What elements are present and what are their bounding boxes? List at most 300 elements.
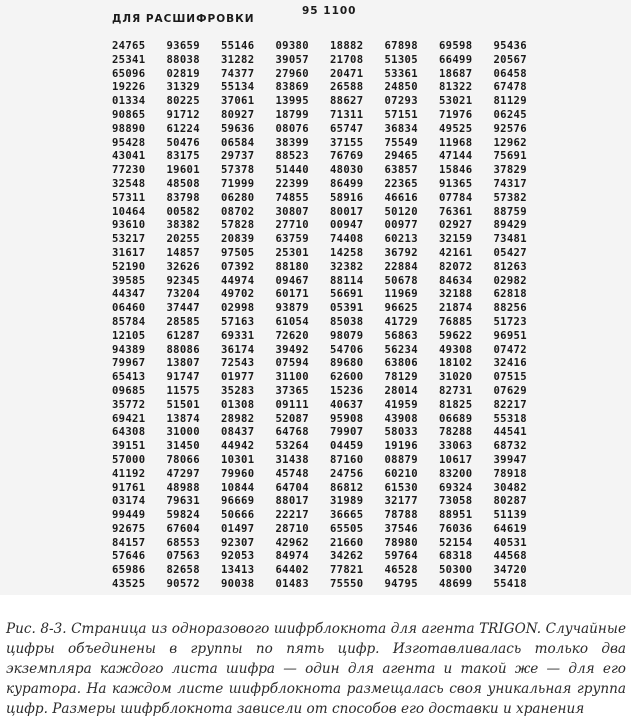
cipher-group: 32177 — [384, 495, 418, 508]
cipher-group: 94795 — [384, 578, 418, 591]
cipher-group: 30807 — [275, 205, 309, 218]
cipher-row — [112, 123, 548, 137]
cipher-row — [112, 206, 548, 220]
cipher-group: 07472 — [493, 343, 527, 356]
cipher-group: 10617 — [439, 453, 473, 466]
cipher-group: 51305 — [384, 53, 418, 66]
cipher-group: 59636 — [221, 122, 255, 135]
cipher-row — [112, 95, 548, 109]
cipher-group: 31100 — [275, 371, 309, 384]
cipher-group: 25341 — [112, 53, 146, 66]
cipher-group: 31329 — [166, 81, 200, 94]
cipher-group: 44568 — [493, 550, 527, 563]
cipher-group: 21874 — [439, 302, 473, 315]
cipher-group: 24850 — [384, 81, 418, 94]
cipher-group: 57311 — [112, 191, 146, 204]
cipher-group: 93610 — [112, 219, 146, 232]
cipher-group: 09685 — [112, 384, 146, 397]
cipher-group: 12105 — [112, 329, 146, 342]
cipher-group: 20567 — [493, 53, 527, 66]
cipher-group: 48508 — [166, 177, 200, 190]
cipher-group: 61054 — [275, 315, 309, 328]
cipher-group: 52154 — [439, 536, 473, 549]
cipher-group: 60213 — [384, 233, 418, 246]
cipher-group: 78918 — [493, 467, 527, 480]
cipher-group: 61224 — [166, 122, 200, 135]
cipher-group: 27710 — [275, 219, 309, 232]
cipher-group: 46528 — [384, 564, 418, 577]
cipher-group: 83200 — [439, 467, 473, 480]
cipher-group: 91365 — [439, 177, 473, 190]
cipher-group: 56691 — [330, 288, 364, 301]
cipher-group: 18882 — [330, 40, 364, 52]
cipher-group: 51723 — [493, 315, 527, 328]
cipher-group: 55146 — [221, 40, 255, 52]
cipher-group: 77230 — [112, 164, 146, 177]
cipher-group: 65747 — [330, 122, 364, 135]
cipher-group: 39057 — [275, 53, 309, 66]
cipher-group: 82731 — [439, 384, 473, 397]
cipher-group: 29465 — [384, 150, 418, 163]
cipher-group: 60210 — [384, 467, 418, 480]
cipher-row — [112, 385, 548, 399]
cipher-group: 32159 — [439, 233, 473, 246]
cipher-group: 07629 — [493, 384, 527, 397]
cipher-row — [112, 344, 548, 358]
cipher-row — [112, 509, 548, 523]
cipher-group: 06245 — [493, 108, 527, 121]
cipher-group: 57378 — [221, 164, 255, 177]
cipher-row — [112, 468, 548, 482]
cipher-group: 07563 — [166, 550, 200, 563]
cipher-group: 92345 — [166, 274, 200, 287]
cipher-group: 65505 — [330, 522, 364, 535]
cipher-row — [112, 261, 548, 275]
cipher-row — [112, 192, 548, 206]
cipher-group: 65096 — [112, 67, 146, 80]
cipher-group: 31282 — [221, 53, 255, 66]
cipher-group: 47297 — [166, 467, 200, 480]
cipher-group: 13807 — [166, 357, 200, 370]
cipher-group: 26588 — [330, 81, 364, 94]
cipher-group: 00977 — [384, 219, 418, 232]
cipher-group: 66499 — [439, 53, 473, 66]
cipher-group: 22399 — [275, 177, 309, 190]
cipher-group: 07784 — [439, 191, 473, 204]
cipher-row — [112, 40, 548, 54]
cipher-group: 06280 — [221, 191, 255, 204]
cipher-group: 44942 — [221, 440, 255, 453]
cipher-group: 48030 — [330, 164, 364, 177]
cipher-group: 14857 — [166, 246, 200, 259]
cipher-group: 36174 — [221, 343, 255, 356]
cipher-group: 67898 — [384, 40, 418, 52]
cipher-row — [112, 482, 548, 496]
cipher-group: 63759 — [275, 233, 309, 246]
cipher-group: 37155 — [330, 136, 364, 149]
cipher-group: 53264 — [275, 440, 309, 453]
cipher-group: 50300 — [439, 564, 473, 577]
cipher-group: 34720 — [493, 564, 527, 577]
cipher-group: 95436 — [493, 40, 527, 52]
cipher-group: 37829 — [493, 164, 527, 177]
cipher-group: 57163 — [221, 315, 255, 328]
cipher-group: 01497 — [221, 522, 255, 535]
cipher-group: 57000 — [112, 453, 146, 466]
cipher-group: 39585 — [112, 274, 146, 287]
cipher-group: 20471 — [330, 67, 364, 80]
cipher-group: 63857 — [384, 164, 418, 177]
cipher-group: 76769 — [330, 150, 364, 163]
cipher-row — [112, 330, 548, 344]
cipher-group: 91761 — [112, 481, 146, 494]
cipher-row — [112, 578, 548, 592]
cipher-group: 80017 — [330, 205, 364, 218]
cipher-group: 21708 — [330, 53, 364, 66]
cipher-group: 02982 — [493, 274, 527, 287]
cipher-group: 85784 — [112, 315, 146, 328]
cipher-row — [112, 537, 548, 551]
cipher-group: 53217 — [112, 233, 146, 246]
cipher-group: 64704 — [275, 481, 309, 494]
cipher-group: 84634 — [439, 274, 473, 287]
cipher-group: 97505 — [221, 246, 255, 259]
cipher-group: 57646 — [112, 550, 146, 563]
cipher-group: 90572 — [166, 578, 200, 591]
cipher-group: 44541 — [493, 426, 527, 439]
cipher-group: 15236 — [330, 384, 364, 397]
cipher-group: 64768 — [275, 426, 309, 439]
cipher-group: 75550 — [330, 578, 364, 591]
cipher-row — [112, 413, 548, 427]
cipher-group: 01308 — [221, 398, 255, 411]
cipher-group: 05427 — [493, 246, 527, 259]
cipher-group: 72620 — [275, 329, 309, 342]
cipher-group: 09467 — [275, 274, 309, 287]
cipher-group: 38382 — [166, 219, 200, 232]
cipher-row — [112, 81, 548, 95]
cipher-group: 18687 — [439, 67, 473, 80]
cipher-row — [112, 288, 548, 302]
cipher-group: 01334 — [112, 95, 146, 108]
cipher-group: 37365 — [275, 384, 309, 397]
cipher-group: 53021 — [439, 95, 473, 108]
cipher-group: 28014 — [384, 384, 418, 397]
cipher-group: 20255 — [166, 233, 200, 246]
cipher-group: 71311 — [330, 108, 364, 121]
cipher-group: 62818 — [493, 288, 527, 301]
cipher-group: 79967 — [112, 357, 146, 370]
cipher-group: 88627 — [330, 95, 364, 108]
cipher-group: 83798 — [166, 191, 200, 204]
cipher-group: 92576 — [493, 122, 527, 135]
cipher-group: 15846 — [439, 164, 473, 177]
cipher-group: 55418 — [493, 578, 527, 591]
cipher-group: 88017 — [275, 495, 309, 508]
cipher-group: 30482 — [493, 481, 527, 494]
cipher-row — [112, 54, 548, 68]
cipher-group: 48699 — [439, 578, 473, 591]
cipher-row — [112, 399, 548, 413]
cipher-group: 36792 — [384, 246, 418, 259]
cipher-group: 40637 — [330, 398, 364, 411]
cipher-group: 96625 — [384, 302, 418, 315]
cipher-group: 67604 — [166, 522, 200, 535]
cipher-group: 91747 — [166, 371, 200, 384]
cipher-group: 63806 — [384, 357, 418, 370]
cipher-group: 08076 — [275, 122, 309, 135]
cipher-group: 05391 — [330, 302, 364, 315]
cipher-group: 11969 — [384, 288, 418, 301]
cipher-group: 51139 — [493, 509, 527, 522]
cipher-group: 57151 — [384, 108, 418, 121]
cipher-group: 75549 — [384, 136, 418, 149]
cipher-group: 76885 — [439, 315, 473, 328]
cipher-group: 87160 — [330, 453, 364, 466]
cipher-group: 19196 — [384, 440, 418, 453]
cipher-group: 68732 — [493, 440, 527, 453]
cipher-group: 52190 — [112, 260, 146, 273]
cipher-group: 36665 — [330, 509, 364, 522]
cipher-group: 78980 — [384, 536, 418, 549]
cipher-group: 79960 — [221, 467, 255, 480]
cipher-row — [112, 454, 548, 468]
cipher-group: 78788 — [384, 509, 418, 522]
cipher-group: 48988 — [166, 481, 200, 494]
cipher-group: 62600 — [330, 371, 364, 384]
cipher-group: 31020 — [439, 371, 473, 384]
cipher-group: 09111 — [275, 398, 309, 411]
cipher-group: 37061 — [221, 95, 255, 108]
cipher-group: 01483 — [275, 578, 309, 591]
cipher-group: 82658 — [166, 564, 200, 577]
cipher-group: 32382 — [330, 260, 364, 273]
cipher-group: 83869 — [275, 81, 309, 94]
cipher-group: 49702 — [221, 288, 255, 301]
cipher-row — [112, 233, 548, 247]
cipher-group: 32188 — [439, 288, 473, 301]
cipher-group: 88256 — [493, 302, 527, 315]
cipher-group: 09380 — [275, 40, 309, 52]
cipher-group: 64619 — [493, 522, 527, 535]
cipher-group: 41959 — [384, 398, 418, 411]
cipher-group: 04459 — [330, 440, 364, 453]
cipher-group: 67478 — [493, 81, 527, 94]
cipher-group: 00947 — [330, 219, 364, 232]
cipher-group: 81129 — [493, 95, 527, 108]
cipher-group: 74377 — [221, 67, 255, 80]
cipher-group: 80225 — [166, 95, 200, 108]
cipher-group: 03174 — [112, 495, 146, 508]
cipher-group: 65986 — [112, 564, 146, 577]
cipher-group: 06689 — [439, 412, 473, 425]
cipher-group: 64402 — [275, 564, 309, 577]
cipher-group: 55134 — [221, 81, 255, 94]
cipher-group: 93879 — [275, 302, 309, 315]
cipher-group: 52087 — [275, 412, 309, 425]
cipher-group: 94389 — [112, 343, 146, 356]
cipher-row — [112, 523, 548, 537]
cipher-group: 58916 — [330, 191, 364, 204]
cipher-group: 98079 — [330, 329, 364, 342]
cipher-group: 81263 — [493, 260, 527, 273]
cipher-group: 33063 — [439, 440, 473, 453]
cipher-group: 01977 — [221, 371, 255, 384]
cipher-group: 85038 — [330, 315, 364, 328]
cipher-group: 99449 — [112, 509, 146, 522]
cipher-group: 07594 — [275, 357, 309, 370]
cipher-group: 73058 — [439, 495, 473, 508]
cipher-group: 84157 — [112, 536, 146, 549]
cipher-group: 41729 — [384, 315, 418, 328]
cipher-group: 86812 — [330, 481, 364, 494]
cipher-group: 13413 — [221, 564, 255, 577]
cipher-group: 71976 — [439, 108, 473, 121]
cipher-group: 39151 — [112, 440, 146, 453]
cipher-group: 82072 — [439, 260, 473, 273]
cipher-group: 50666 — [221, 509, 255, 522]
cipher-group: 69331 — [221, 329, 255, 342]
cipher-group: 91712 — [166, 108, 200, 121]
cipher-group: 57828 — [221, 219, 255, 232]
cipher-group: 13995 — [275, 95, 309, 108]
cipher-group: 96669 — [221, 495, 255, 508]
cipher-group: 32416 — [493, 357, 527, 370]
cipher-group: 90038 — [221, 578, 255, 591]
cipher-group: 75691 — [493, 150, 527, 163]
cipher-group: 11575 — [166, 384, 200, 397]
cipher-group: 44974 — [221, 274, 255, 287]
cipher-group: 74855 — [275, 191, 309, 204]
cipher-group: 45748 — [275, 467, 309, 480]
cipher-group: 07392 — [221, 260, 255, 273]
cipher-row — [112, 275, 548, 289]
cipher-group: 08702 — [221, 205, 255, 218]
cipher-group: 50120 — [384, 205, 418, 218]
cipher-group: 35772 — [112, 398, 146, 411]
cipher-group: 38399 — [275, 136, 309, 149]
cipher-group: 06460 — [112, 302, 146, 315]
cipher-group: 73481 — [493, 233, 527, 246]
cipher-group: 82217 — [493, 398, 527, 411]
cipher-row — [112, 164, 548, 178]
cipher-group: 93659 — [166, 40, 200, 52]
cipher-group: 49525 — [439, 122, 473, 135]
cipher-group: 51501 — [166, 398, 200, 411]
cipher-group: 54706 — [330, 343, 364, 356]
cipher-row — [112, 495, 548, 509]
cipher-group: 28710 — [275, 522, 309, 535]
cipher-row — [112, 109, 548, 123]
cipher-group: 78129 — [384, 371, 418, 384]
cipher-group: 10844 — [221, 481, 255, 494]
cipher-group: 21660 — [330, 536, 364, 549]
cipher-group: 80927 — [221, 108, 255, 121]
cipher-group: 88180 — [275, 260, 309, 273]
cipher-group: 88086 — [166, 343, 200, 356]
cipher-row — [112, 564, 548, 578]
cipher-group: 32548 — [112, 177, 146, 190]
cipher-group: 56863 — [384, 329, 418, 342]
cipher-group: 43525 — [112, 578, 146, 591]
cipher-group: 80287 — [493, 495, 527, 508]
cipher-group: 92307 — [221, 536, 255, 549]
cipher-group: 41192 — [112, 467, 146, 480]
cipher-group: 53361 — [384, 67, 418, 80]
cipher-group: 39492 — [275, 343, 309, 356]
cipher-group: 78288 — [439, 426, 473, 439]
cipher-group: 89429 — [493, 219, 527, 232]
cipher-group: 90865 — [112, 108, 146, 121]
cipher-group: 50678 — [384, 274, 418, 287]
cipher-group: 25301 — [275, 246, 309, 259]
cipher-group: 42161 — [439, 246, 473, 259]
cipher-group: 55318 — [493, 412, 527, 425]
cipher-group: 07293 — [384, 95, 418, 108]
cipher-group: 77821 — [330, 564, 364, 577]
cipher-group: 60171 — [275, 288, 309, 301]
cipher-grid — [112, 40, 548, 592]
cipher-group: 88038 — [166, 53, 200, 66]
cipher-group: 59622 — [439, 329, 473, 342]
cipher-group: 92053 — [221, 550, 255, 563]
cipher-group: 19226 — [112, 81, 146, 94]
cipher-group: 76036 — [439, 522, 473, 535]
cipher-group: 06584 — [221, 136, 255, 149]
cipher-row — [112, 178, 548, 192]
figure-caption: Рис. 8-3. Страница из одноразового шифрблокнота для агента TRIGON. Случайные цифры объединены в группы по пять цифр. Изготавливалась только два экземпляра каждого листа шифра — один для агента и такой же — для его куратора. На каждом листе шифрблокнота размещалась своя уникальная группа цифр. Размеры шифрблокнота зависели от способов его доставки и хранения — [6, 621, 626, 717]
cipher-group: 37447 — [166, 302, 200, 315]
cipher-row — [112, 219, 548, 233]
cipher-group: 10464 — [112, 205, 146, 218]
pad-page-number: 95 1100 — [302, 5, 357, 17]
cipher-group: 61530 — [384, 481, 418, 494]
cipher-group: 69324 — [439, 481, 473, 494]
cipher-group: 73204 — [166, 288, 200, 301]
cipher-group: 96951 — [493, 329, 527, 342]
cipher-group: 74408 — [330, 233, 364, 246]
cipher-group: 14258 — [330, 246, 364, 259]
cipher-row — [112, 550, 548, 564]
cipher-row — [112, 440, 548, 454]
cipher-group: 83175 — [166, 150, 200, 163]
cipher-group: 57382 — [493, 191, 527, 204]
cipher-group: 89680 — [330, 357, 364, 370]
cipher-group: 11968 — [439, 136, 473, 149]
cipher-group: 35283 — [221, 384, 255, 397]
cipher-group: 27960 — [275, 67, 309, 80]
cipher-group: 31989 — [330, 495, 364, 508]
cipher-group: 50476 — [166, 136, 200, 149]
cipher-group: 59824 — [166, 509, 200, 522]
cipher-row — [112, 247, 548, 261]
cipher-row — [112, 150, 548, 164]
cipher-group: 07515 — [493, 371, 527, 384]
cipher-group: 22884 — [384, 260, 418, 273]
cipher-group: 88951 — [439, 509, 473, 522]
cipher-group: 88114 — [330, 274, 364, 287]
cipher-group: 06458 — [493, 67, 527, 80]
cipher-group: 31000 — [166, 426, 200, 439]
cipher-group: 28982 — [221, 412, 255, 425]
cipher-group: 84974 — [275, 550, 309, 563]
cipher-group: 88759 — [493, 205, 527, 218]
cipher-row — [112, 137, 548, 151]
cipher-group: 20839 — [221, 233, 255, 246]
cipher-group: 51440 — [275, 164, 309, 177]
cipher-group: 31438 — [275, 453, 309, 466]
cipher-group: 49308 — [439, 343, 473, 356]
